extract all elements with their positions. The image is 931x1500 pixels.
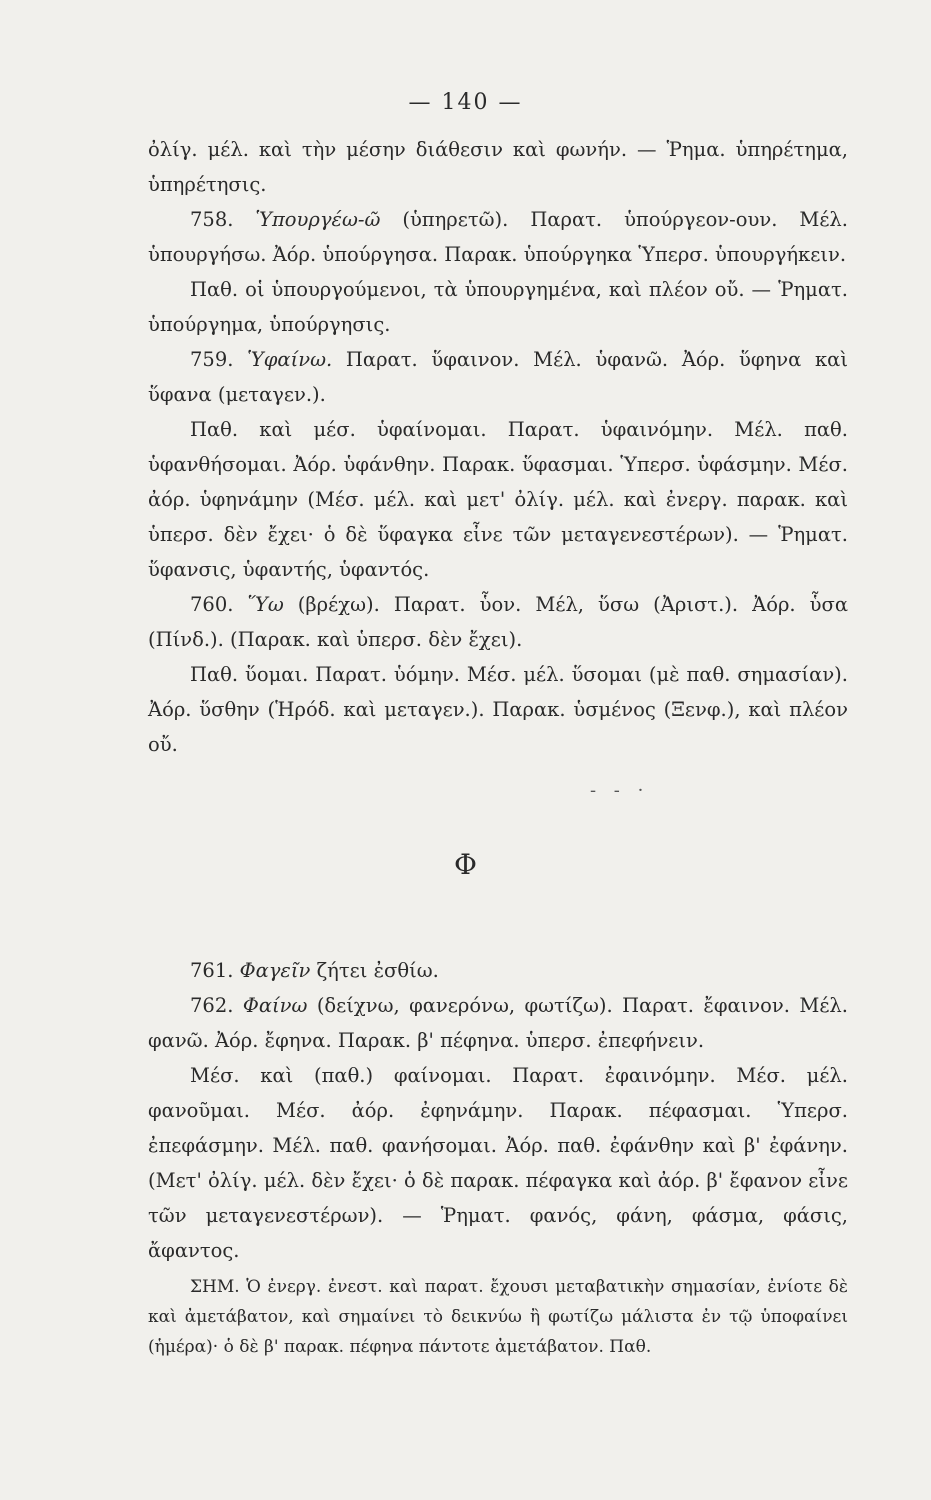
entry-number: 759. [190, 348, 234, 371]
entry-headword: Ὑπουργέω-ῶ [255, 208, 381, 231]
entry-headword: Φαίνω [242, 994, 308, 1017]
note-label: ΣΗΜ. [190, 1277, 240, 1297]
entry-headword: Ὑφαίνω. [247, 348, 333, 371]
entry-758-passive [148, 272, 848, 342]
entry-text: Παρατ. ὕφαινον. Μέλ. ὑφανῶ. Ἀόρ. ὕφηνα καὶ ὕφανα (μεταγεν.). [148, 348, 848, 406]
entry-text: ζήτει ἐσθίω. [310, 959, 439, 982]
page-number: — 140 — [408, 90, 523, 115]
entry-760-passive [148, 657, 848, 762]
entry-text: (ὑπηρετῶ). Παρατ. ὑπούργεον-ουν. Μέλ. ὑπουργήσω. Ἀόρ. ὑπούργησα. Παρακ. ὑπούργηκα Ὑπερσ. ὑπουργήκειν. [148, 208, 848, 266]
body-text-top [148, 132, 848, 762]
entry-number: 762. [190, 994, 234, 1017]
entry-text: Παθ. ὕομαι. Παρατ. ὑόμην. Μέσ. μέλ. ὕσομαι (μὲ παθ. σημασίαν). Ἀόρ. ὕσθην (Ἡρόδ. καὶ μεταγεν.). Παρακ. ὑσμένος (Ξενφ.), καὶ πλέον οὔ. [148, 663, 848, 756]
entry-number: 761. [190, 959, 234, 982]
entry-760 [148, 587, 848, 657]
entry-number: 758. [190, 208, 234, 231]
entry-759 [148, 342, 848, 412]
body-text-bottom [148, 953, 848, 1362]
entry-758 [148, 202, 848, 272]
entry-759-passive [148, 412, 848, 587]
entry-text: (βρέχω). Παρατ. ὗον. Μέλ, ὕσω (Ἀριστ.). Ἀόρ. ὗσα (Πίνδ.). (Παρακ. καὶ ὑπερσ. δὲν ἔχει). [148, 593, 848, 651]
entry-number: 760. [190, 593, 234, 616]
entry-text: Μέσ. καὶ (παθ.) φαίνομαι. Παρατ. ἐφαινόμην. Μέσ. μέλ. φανοῦμαι. Μέσ. ἀόρ. ἐφηνάμην. Παρακ. πέφασμαι. Ὑπερσ. ἐπεφάσμην. Μέλ. παθ. φανήσομαι. Ἀόρ. παθ. ἐφάνθην καὶ β' ἐφάνην. (Μετ' ὀλίγ. μέλ. δὲν ἔχει· ὁ δὲ παρακ. πέφαγκα καὶ ἀόρ. β' ἔφανον εἶνε τῶν μεταγενεστέρων). — Ῥηματ. φανός, φάνη, φάσμα, φάσις, ἄφαντος. [148, 1064, 848, 1262]
note [148, 1272, 848, 1362]
entry-text: Παθ. οἱ ὑπουργούμενοι, τὰ ὑπουργημένα, καὶ πλέον οὔ. — Ῥηματ. ὑπούργημα, ὑπούργησις. [148, 278, 848, 336]
entry-headword: Φαγεῖν [239, 959, 311, 982]
entry-762-middle [148, 1058, 848, 1268]
entry-761 [148, 953, 848, 988]
entry-762 [148, 988, 848, 1058]
entry-text: Παθ. καὶ μέσ. ὑφαίνομαι. Παρατ. ὑφαινόμην. Μέλ. παθ. ὑφανθήσομαι. Ἀόρ. ὑφάνθην. Παρακ. ὕφασμαι. Ὑπερσ. ὑφάσμην. Μέσ. ἀόρ. ὑφηνάμην (Μέσ. μέλ. καὶ μετ' ὀλίγ. μέλ. καὶ ἐνεργ. παρακ. καὶ ὑπερσ. δὲν ἔχει· ὁ δὲ ὕφαγκα εἶνε τῶν μεταγενεστέρων). — Ῥηματ. ὕφανσις, ὑφαντής, ὑφαντός. [148, 418, 848, 581]
section-ellipsis: - - · [590, 780, 650, 801]
paragraph-text: ὀλίγ. μέλ. καὶ τὴν μέσην διάθεσιν καὶ φωνήν. — Ῥημα. ὑπηρέτημα, ὑπηρέτησις. [148, 138, 848, 196]
entry-headword: Ὕω [247, 593, 284, 616]
paragraph-continuation [148, 132, 848, 202]
letter-heading: Φ [454, 848, 477, 881]
entry-text: (δείχνω, φανερόνω, φωτίζω). Παρατ. ἔφαινον. Μέλ. φανῶ. Ἀόρ. ἔφηνα. Παρακ. β' πέφηνα. ὑπερσ. ἐπεφήνειν. [148, 994, 848, 1052]
note-text: Ὁ ἐνεργ. ἐνεστ. καὶ παρατ. ἔχουσι μεταβατικὴν σημασίαν, ἐνίοτε δὲ καὶ ἀμετάβατον, καὶ σημαίνει τὸ δεικνύω ἢ φωτίζω μάλιστα ἐν τῷ ὑποφαίνει (ἡμέρα)· ὁ δὲ β' παρακ. πέφηνα πάντοτε ἀμετάβατον. Παθ. [148, 1277, 848, 1357]
